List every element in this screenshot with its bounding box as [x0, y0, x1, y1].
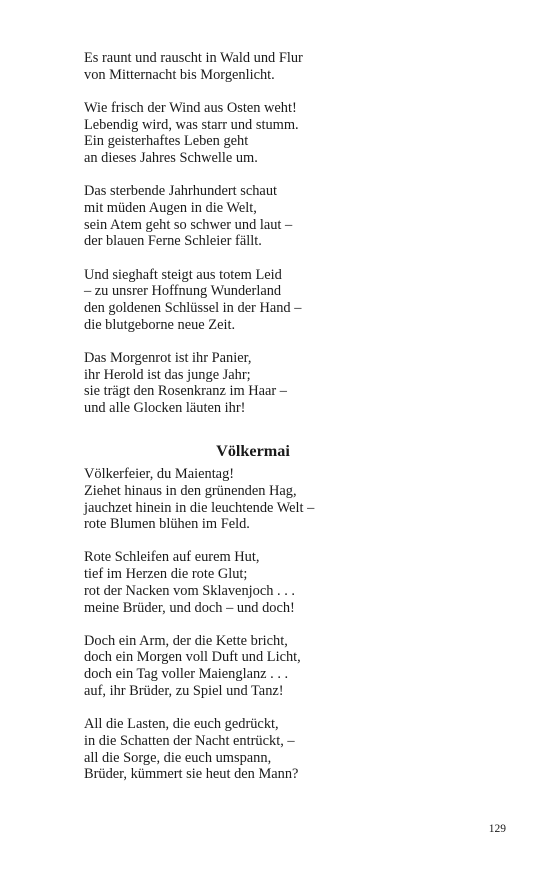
poem-1	[84, 50, 504, 417]
poem-line: der blauen Ferne Schleier fällt.	[84, 233, 262, 250]
stanza	[84, 716, 504, 783]
poem-line: Das sterbende Jahrhundert schaut	[84, 183, 278, 200]
poem-line: Es raunt und rauscht in Wald und Flur	[84, 50, 303, 66]
stanza	[84, 549, 504, 616]
poem-line: doch ein Tag voller Maienglanz . . .	[84, 666, 289, 683]
poem-title: Völkermai	[216, 442, 290, 461]
poem-line: meine Brüder, und doch – und doch!	[84, 599, 295, 616]
poem-line: jauchzet hinein in die leuchtende Welt –	[84, 499, 315, 516]
poem-line: an dieses Jahres Schwelle um.	[84, 150, 258, 167]
stanza	[84, 50, 504, 83]
poem-line: und alle Glocken läuten ihr!	[84, 399, 246, 416]
poem-line: Doch ein Arm, der die Kette bricht,	[84, 632, 288, 649]
poem-line: den goldenen Schlüssel in der Hand –	[84, 299, 302, 316]
poem-line: Völkerfeier, du Maientag!	[84, 466, 235, 483]
stanza	[84, 267, 504, 334]
poem-line: auf, ihr Brüder, zu Spiel und Tanz!	[84, 682, 284, 699]
poem-line: Das Morgenrot ist ihr Panier,	[84, 349, 252, 366]
poem-line: doch ein Morgen voll Duft und Licht,	[84, 649, 301, 666]
poem-line: Wie frisch der Wind aus Osten weht!	[84, 99, 297, 116]
poem-line: All die Lasten, die euch gedrückt,	[84, 716, 279, 733]
poem-line: Ein geisterhaftes Leben geht	[84, 133, 249, 150]
poem-line: von Mitternacht bis Morgenlicht.	[84, 66, 275, 83]
page-body	[84, 50, 504, 799]
poem-line: Brüder, kümmert sie heut den Mann?	[84, 766, 299, 783]
poem-line: die blutgeborne neue Zeit.	[84, 316, 236, 333]
poem-line: – zu unsrer Hoffnung Wunderland	[84, 283, 282, 300]
poem-line: Und sieghaft steigt aus totem Leid	[84, 266, 282, 283]
poem-line: mit müden Augen in die Welt,	[84, 199, 257, 216]
poem-line: all die Sorge, die euch umspann,	[84, 749, 272, 766]
stanza	[84, 633, 504, 700]
poem-line: sie trägt den Rosenkranz im Haar –	[84, 383, 288, 400]
stanza	[84, 466, 504, 533]
stanza	[84, 350, 504, 417]
poem-line: Rote Schleifen auf eurem Hut,	[84, 549, 260, 566]
poem-line: rot der Nacken vom Sklavenjoch . . .	[84, 582, 296, 599]
page-number: 129	[488, 823, 506, 835]
poem-line: Ziehet hinaus in den grünenden Hag,	[84, 482, 297, 499]
poem-line: ihr Herold ist das junge Jahr;	[84, 366, 251, 383]
poem-title-wrap	[84, 433, 422, 466]
poem-line: in die Schatten der Nacht entrückt, –	[84, 732, 295, 749]
stanza	[84, 100, 504, 167]
poem-line: sein Atem geht so schwer und laut –	[84, 216, 293, 233]
poem-line: rote Blumen blühen im Feld.	[84, 516, 250, 533]
poem-line: Lebendig wird, was starr und stumm.	[84, 116, 299, 133]
poem-2	[84, 466, 504, 783]
poem-line: tief im Herzen die rote Glut;	[84, 566, 248, 583]
stanza	[84, 183, 504, 250]
